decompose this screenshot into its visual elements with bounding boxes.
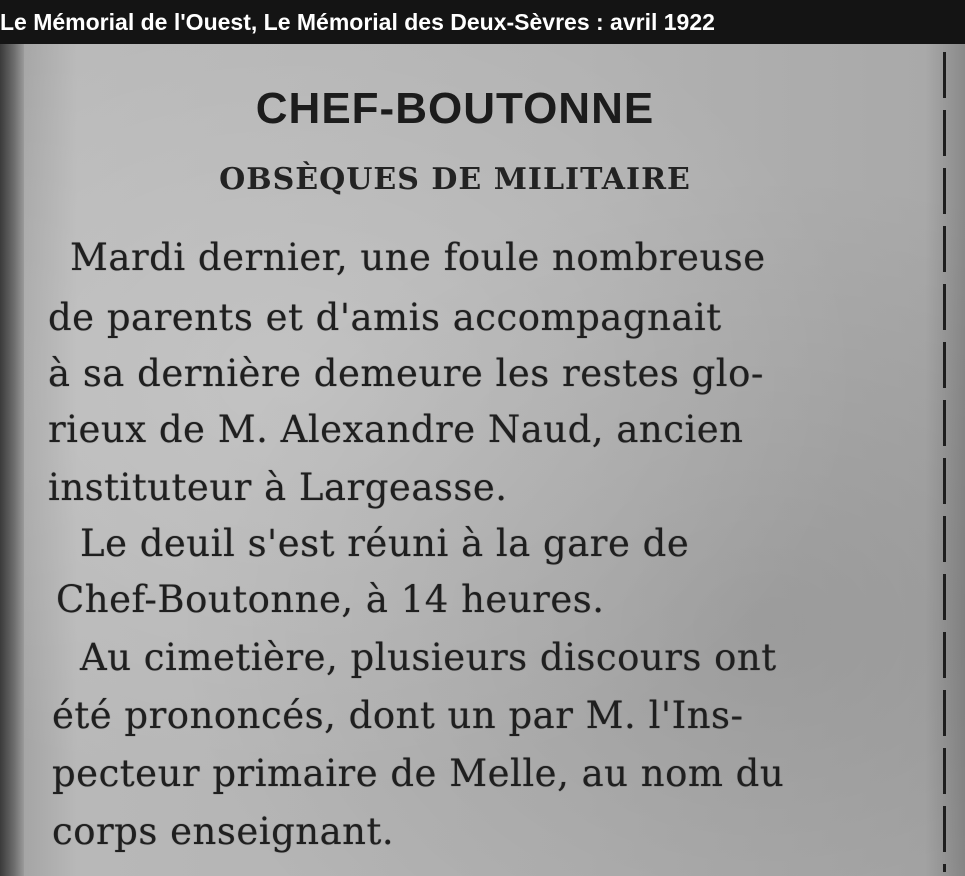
- article-line: corps enseignant.: [52, 810, 395, 853]
- article-line: rieux de M. Alexandre Naud, ancien: [48, 408, 744, 451]
- article-line: Mardi dernier, une foule nombreuse: [70, 236, 766, 279]
- caption-text: Le Mémorial de l'Ouest, Le Mémorial des Deux-Sèvres : avril 1922: [0, 9, 715, 35]
- article-line: pecteur primaire de Melle, au nom du: [52, 752, 785, 795]
- article-line: à sa dernière demeure les restes glo-: [48, 352, 764, 395]
- article-line: Chef-Boutonne, à 14 heures.: [56, 578, 605, 621]
- article-line: Au cimetière, plusieurs discours ont: [80, 636, 777, 679]
- article-headline: CHEF-BOUTONNE: [255, 84, 655, 133]
- newspaper-clipping: [0, 44, 965, 876]
- article-line: de parents et d'amis accompagnait: [48, 296, 722, 339]
- column-divider-rule: [943, 52, 946, 872]
- article-subhead: OBSÈQUES DE MILITAIRE: [219, 162, 691, 197]
- article-line: instituteur à Largeasse.: [48, 466, 508, 509]
- image-caption-bar: [0, 0, 965, 44]
- article-line: Le deuil s'est réuni à la gare de: [80, 522, 690, 565]
- article-line: été prononcés, dont un par M. l'Ins-: [52, 694, 744, 737]
